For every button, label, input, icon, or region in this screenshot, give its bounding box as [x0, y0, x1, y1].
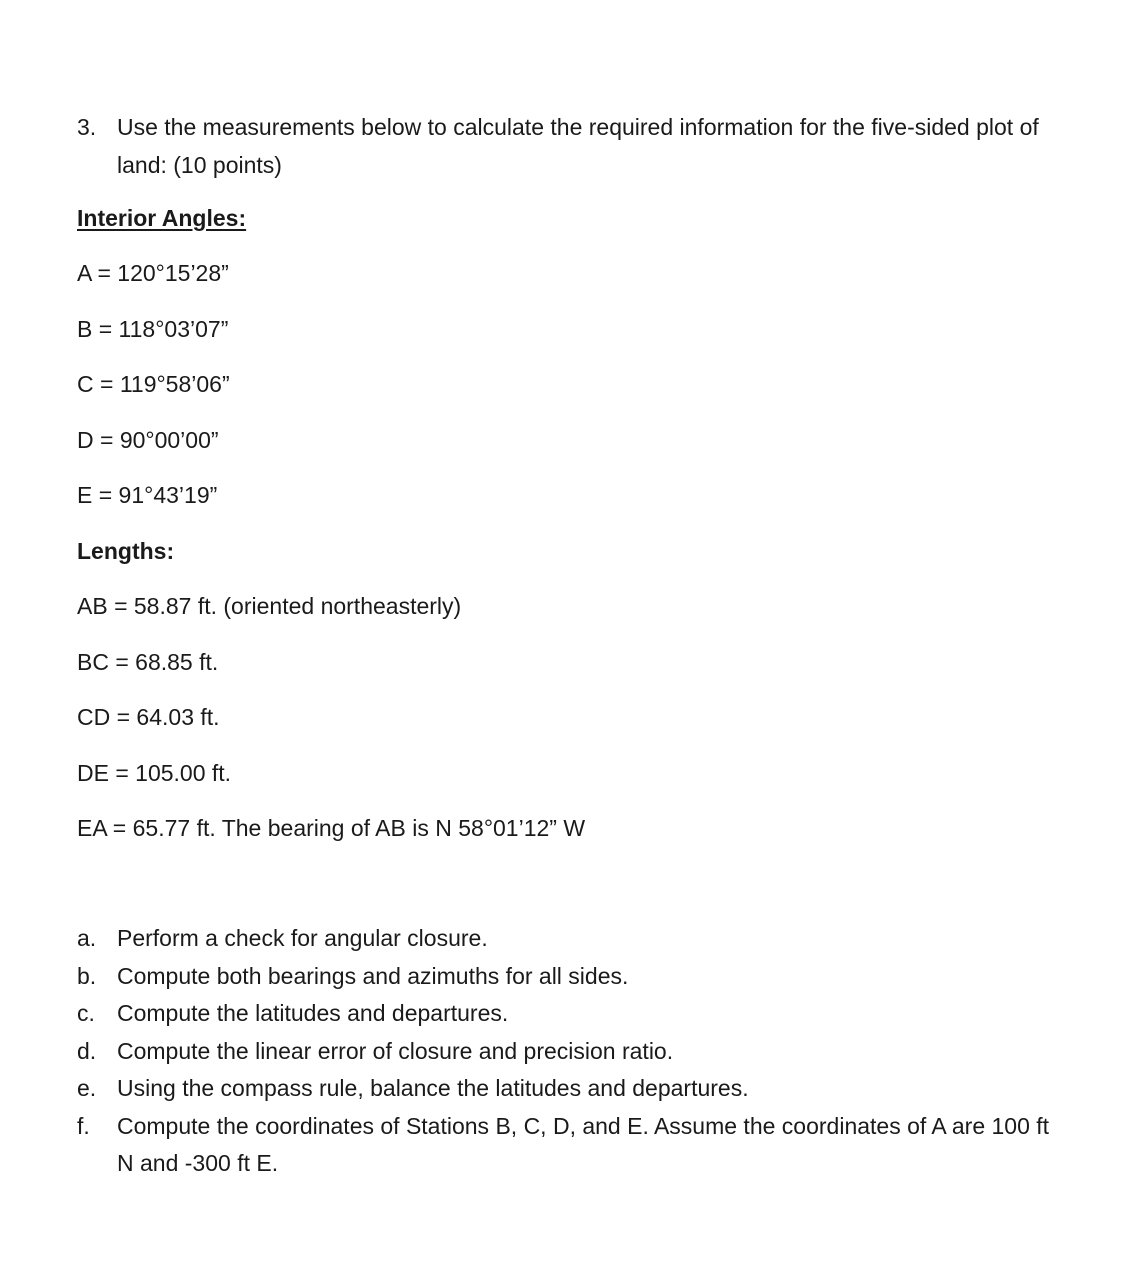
- length-cd: CD = 64.03 ft.: [77, 704, 220, 730]
- lengths-heading: Lengths:: [77, 538, 175, 564]
- task-letter: c.: [77, 1000, 95, 1026]
- task-letter: f.: [77, 1112, 90, 1139]
- length-de: DE = 105.00 ft.: [77, 760, 232, 786]
- task-letter: a.: [77, 925, 97, 951]
- task-text: Using the compass rule, balance the latitudes and departures.: [117, 1075, 749, 1101]
- interior-angles-heading: Interior Angles:: [77, 205, 247, 231]
- task-d: [77, 1033, 1067, 1071]
- task-b: [77, 958, 1067, 996]
- task-text: Compute the linear error of closure and precision ratio.: [117, 1037, 674, 1064]
- length-ea: EA = 65.77 ft. The bearing of AB is N 58°01’12” W: [77, 815, 586, 841]
- task-text: Compute the coordinates of Stations B, C, D, and E. Assume the coordinates of A are 100 ft N and -300 ft E.: [117, 1112, 1050, 1176]
- angle-d: D = 90°00’00”: [77, 427, 219, 453]
- length-bc: BC = 68.85 ft.: [77, 649, 219, 675]
- task-text: Compute the latitudes and departures.: [117, 1000, 509, 1026]
- task-text: Perform a check for angular closure.: [117, 925, 488, 951]
- task-e: [77, 1070, 1067, 1108]
- task-text: Compute both bearings and azimuths for all sides.: [117, 962, 629, 989]
- question-text: Use the measurements below to calculate the required information for the five-sided plot of land: (10 points): [117, 114, 1039, 178]
- angle-a: A = 120°15’28”: [77, 260, 229, 286]
- angle-c: C = 119°58’06”: [77, 371, 230, 397]
- angle-e: E = 91°43’19”: [77, 482, 218, 508]
- task-list: [77, 920, 1067, 1183]
- task-letter: d.: [77, 1037, 97, 1064]
- task-f: [77, 1108, 1067, 1183]
- angle-b: B = 118°03’07”: [77, 316, 229, 342]
- task-letter: b.: [77, 962, 97, 989]
- task-a: [77, 920, 1067, 958]
- task-letter: e.: [77, 1075, 97, 1101]
- task-c: [77, 995, 1067, 1033]
- question-number: 3.: [77, 114, 97, 140]
- length-ab: AB = 58.87 ft. (oriented northeasterly): [77, 593, 462, 619]
- question-3: [77, 108, 1067, 184]
